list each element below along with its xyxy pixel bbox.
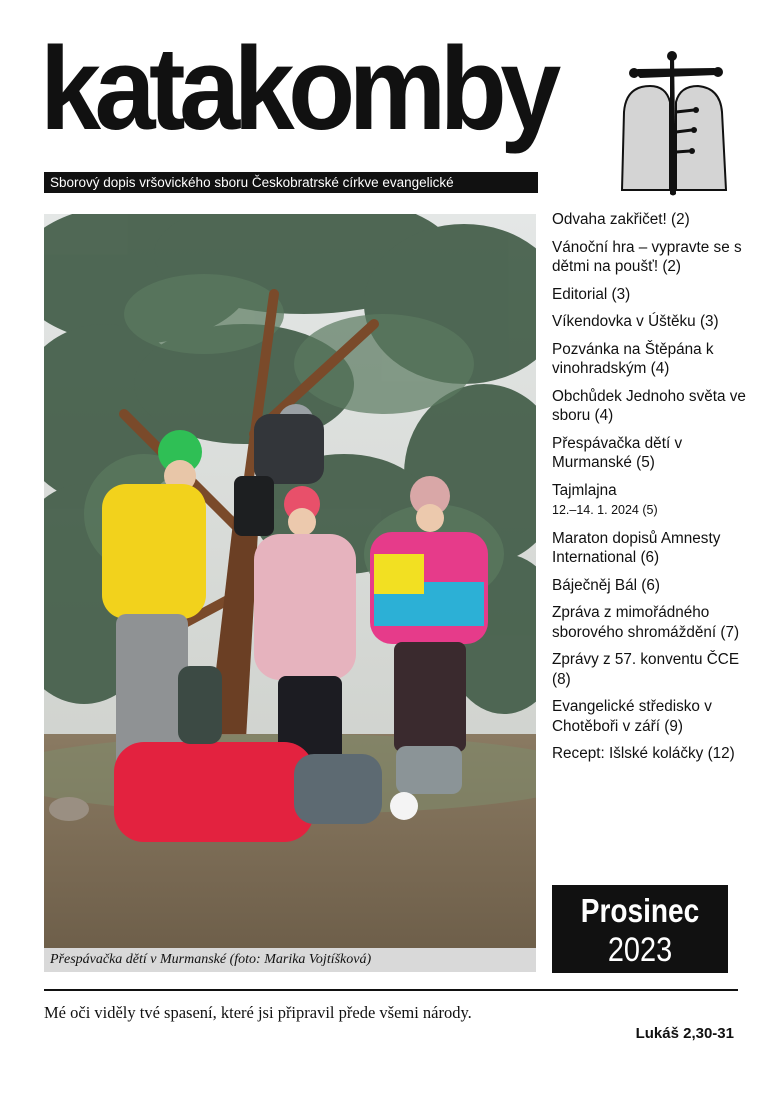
toc-item-text: Odvaha zakřičet! (2)	[552, 211, 690, 228]
toc-item-text: Pozvánka na Štěpána k vinohradským (4)	[552, 340, 714, 377]
masthead	[40, 23, 604, 190]
toc-item-text: Vánoční hra – vypravte se s dětmi na poušť! (2)	[552, 238, 742, 275]
toc-item-text: Víkendovka v Úštěku (3)	[552, 313, 719, 330]
toc-item-text: Maraton dopisů Amnesty International (6)	[552, 529, 721, 566]
toc-item[interactable]	[552, 285, 757, 305]
toc-item-text: Přespávačka dětí v Murmanské (5)	[552, 434, 683, 471]
issue-year: 2023	[607, 931, 673, 969]
masthead-title: katakomby	[40, 23, 555, 155]
toc-item-text: Báječněj Bál (6)	[552, 576, 660, 594]
toc-item-text: Obchůdek Jednoho světa ve sboru (4)	[552, 387, 746, 424]
bible-verse: Mé oči viděly tvé spasení, které jsi připravil přede všemi národy.	[44, 1003, 472, 1022]
toc-item[interactable]	[552, 576, 757, 596]
toc-item[interactable]	[552, 434, 757, 473]
toc-item-text: Zprávy z 57. konventu ČCE (8)	[552, 651, 740, 688]
toc-item[interactable]	[552, 603, 757, 642]
table-of-contents	[552, 210, 757, 772]
toc-item-text: Evangelické středisko v Chotěboři v září (9)	[552, 698, 712, 735]
toc-item-text: Tajmlajna	[552, 481, 617, 499]
toc-item[interactable]	[552, 481, 757, 521]
issue-date-box	[552, 885, 728, 973]
toc-item-text: Editorial (3)	[552, 285, 631, 303]
toc-item[interactable]	[552, 340, 757, 379]
issue-month: Prosinec	[580, 892, 700, 929]
toc-item-subtext: 12.–14. 1. 2024 (5)	[552, 503, 658, 517]
cover-photo	[44, 214, 536, 948]
toc-item[interactable]	[552, 650, 757, 689]
toc-item[interactable]	[552, 312, 757, 332]
toc-item[interactable]	[552, 210, 757, 230]
masthead-subtitle: Sborový dopis vršovického sboru Českobratrské církve evangelické	[44, 172, 538, 193]
toc-item-text: Zpráva z mimořádného sborového shromáždění (7)	[552, 604, 740, 641]
toc-item[interactable]	[552, 697, 757, 736]
toc-item[interactable]	[552, 387, 757, 426]
photo-caption: Přespávačka dětí v Murmanské (foto: Marika Vojtíšková)	[44, 948, 536, 972]
toc-item-text: Recept: Išlské koláčky (12)	[552, 745, 735, 762]
bible-verse-reference: Lukáš 2,30-31	[635, 1025, 734, 1042]
toc-item[interactable]	[552, 529, 757, 568]
cross-tablets-icon	[610, 50, 735, 198]
toc-item[interactable]	[552, 238, 757, 277]
toc-item[interactable]	[552, 744, 757, 764]
divider	[44, 989, 738, 991]
